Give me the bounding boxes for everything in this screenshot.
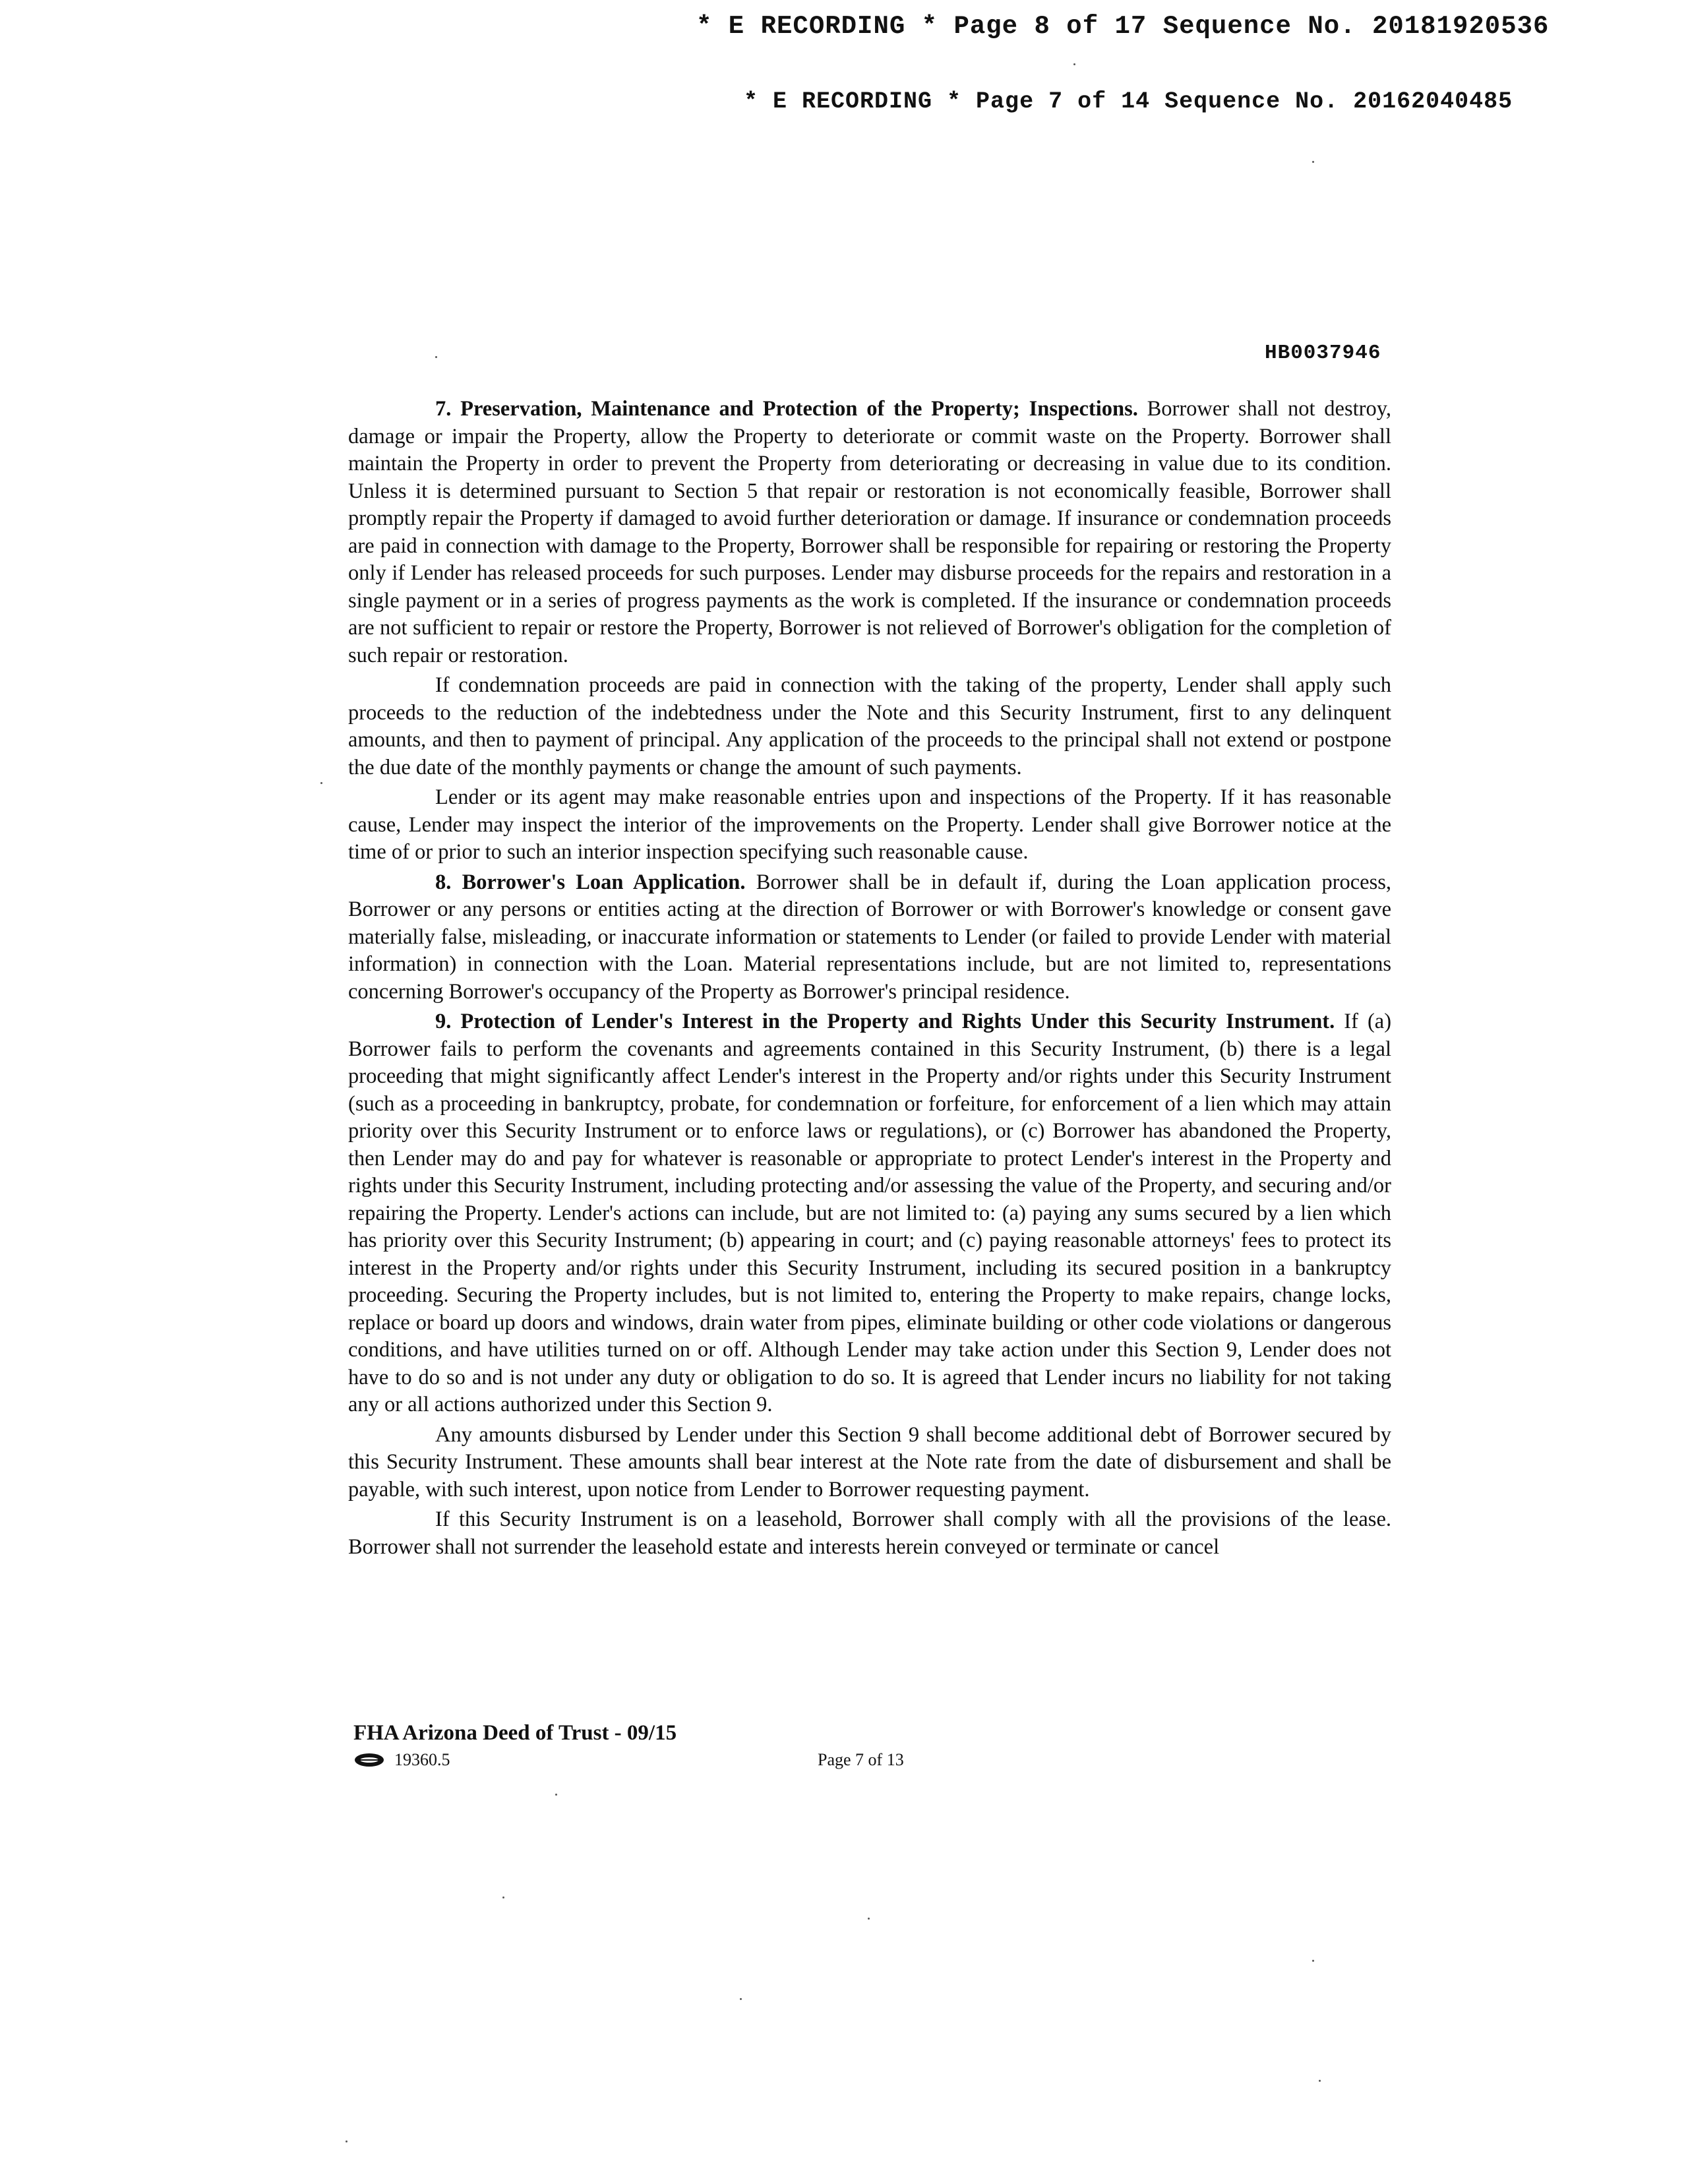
recording-stamp-primary: * E RECORDING * Page 8 of 17 Sequence No. 20181920536 xyxy=(696,12,1550,41)
oval-logo-icon xyxy=(353,1752,385,1768)
section-9-paragraph-2: Any amounts disbursed by Lender under this Section 9 shall become additional debt of Borrower secured by this Security Instrument. These amounts shall bear interest at the Note rate from the date of disbursement and shall be payable, with such interest, upon notice from Lender to Borrower requesting payment. xyxy=(348,1422,1391,1502)
scan-speck xyxy=(1073,63,1075,65)
scan-speck xyxy=(1319,2080,1321,2082)
scan-speck xyxy=(1312,161,1314,163)
section-8-paragraph-1 xyxy=(348,869,1391,1006)
section-9-paragraph-3: If this Security Instrument is on a leasehold, Borrower shall comply with all the provisions of the lease. Borrower shall not surrender the leasehold estate and interests herein conveyed or terminate or cancel xyxy=(348,1507,1391,1559)
scan-speck xyxy=(1312,1960,1314,1962)
scan-speck xyxy=(346,2140,347,2142)
footer-page-number: Page 7 of 13 xyxy=(818,1750,904,1769)
scan-speck xyxy=(435,356,437,358)
document-body xyxy=(348,396,1391,1563)
section-7-text-1: Borrower shall not destroy, damage or impair the Property, allow the Property to deteriorate or commit waste on the Property. Borrower shall maintain the Property in order to prevent the Property from deteriorating or decreasing in value due to its condition. Unless it is determined pursuant to Section 5 that repair or restoration is not economically feasible, Borrower shall promptly repair the Property if damaged to avoid further deterioration or damage. If insurance or condemnation proceeds are paid in connection with damage to the Property, Borrower shall be responsible for repairing or restoring the Property only if Lender has released proceeds for such purposes. Lender may disburse proceeds for the repairs and restoration in a single payment or in a series of progress payments as the work is completed. If the insurance or condemnation proceeds are not sufficient to repair or restore the Property, Borrower is not relieved of Borrower's obligation for the completion of such repair or restoration. xyxy=(348,397,1391,667)
document-id: HB0037946 xyxy=(1265,342,1381,365)
section-9-heading: 9. Protection of Lender's Interest in the Property and Rights Under this Security Instrument. xyxy=(435,1010,1335,1033)
section-9-paragraph-1 xyxy=(348,1008,1391,1419)
footer-form-number: 19360.5 xyxy=(394,1750,450,1769)
section-7-heading: 7. Preservation, Maintenance and Protection of the Property; Inspections. xyxy=(435,397,1138,421)
scan-speck xyxy=(868,1918,870,1920)
section-7-paragraph-2: If condemnation proceeds are paid in connection with the taking of the property, Lender shall apply such proceeds to the reduction of the indebtedness under the Note and this Security Instrument, first to any delinquent amounts, and then to payment of principal. Any application of the proceeds to the principal shall not extend or postpone the due date of the monthly payments or change the amount of such payments. xyxy=(348,673,1391,779)
section-9-text-1: If (a) Borrower fails to perform the covenants and agreements contained in this Security Instrument, (b) there is a legal proceeding that might significantly affect Lender's interest in the Property and/or rights under this Security Instrument (such as a proceeding in bankruptcy, probate, for condemnation or forfeiture, for enforcement of a lien which may attain priority over this Security Instrument or to enforce laws or regulations), or (c) Borrower has abandoned the Property, then Lender may do and pay for whatever is reasonable or appropriate to protect Lender's interest in the Property and rights under this Security Instrument, including protecting and/or assessing the value of the Property, and securing and/or repairing the Property. Lender's actions can include, but are not limited to: (a) paying any sums secured by a lien which has priority over this Security Instrument; (b) appearing in court; and (c) paying reasonable attorneys' fees to protect its interest in the Property and/or rights under this Security Instrument, including its secured position in a bankruptcy proceeding. Securing the Property includes, but is not limited to, entering the Property to make repairs, change locks, replace or board up doors and windows, drain water from pipes, eliminate building or other code violations or dangerous conditions, and have utilities turned on or off. Although Lender may take action under this Section 9, Lender does not have to do so and is not under any duty or obligation to do so. It is agreed that Lender incurs no liability for not taking any or all actions authorized under this Section 9. xyxy=(348,1010,1392,1416)
footer-form-number-row xyxy=(353,1750,450,1770)
section-7-paragraph-1 xyxy=(348,396,1391,669)
recording-stamp-secondary: * E RECORDING * Page 7 of 14 Sequence No. 20162040485 xyxy=(744,88,1513,115)
scan-speck xyxy=(502,1896,504,1898)
scan-speck xyxy=(555,1794,557,1796)
section-8-heading: 8. Borrower's Loan Application. xyxy=(435,870,746,894)
footer-form-title: FHA Arizona Deed of Trust - 09/15 xyxy=(353,1721,677,1745)
section-8-text-1: Borrower shall be in default if, during the Loan application process, Borrower or any persons or entities acting at the direction of Borrower or with Borrower's knowledge or consent gave materially false, misleading, or inaccurate information or statements to Lender (or failed to provide Lender with material information) in connection with the Loan. Material representations include, but are not limited to, representations concerning Borrower's occupancy of the Property as Borrower's principal residence. xyxy=(348,870,1391,1004)
section-7-paragraph-3: Lender or its agent may make reasonable entries upon and inspections of the Property. If it has reasonable cause, Lender may inspect the interior of the improvements on the Property. Lender shall give Borrower notice at the time of or prior to such an interior inspection specifying such reasonable cause. xyxy=(348,785,1391,864)
scan-speck xyxy=(320,782,322,784)
scan-speck xyxy=(740,1998,742,2000)
